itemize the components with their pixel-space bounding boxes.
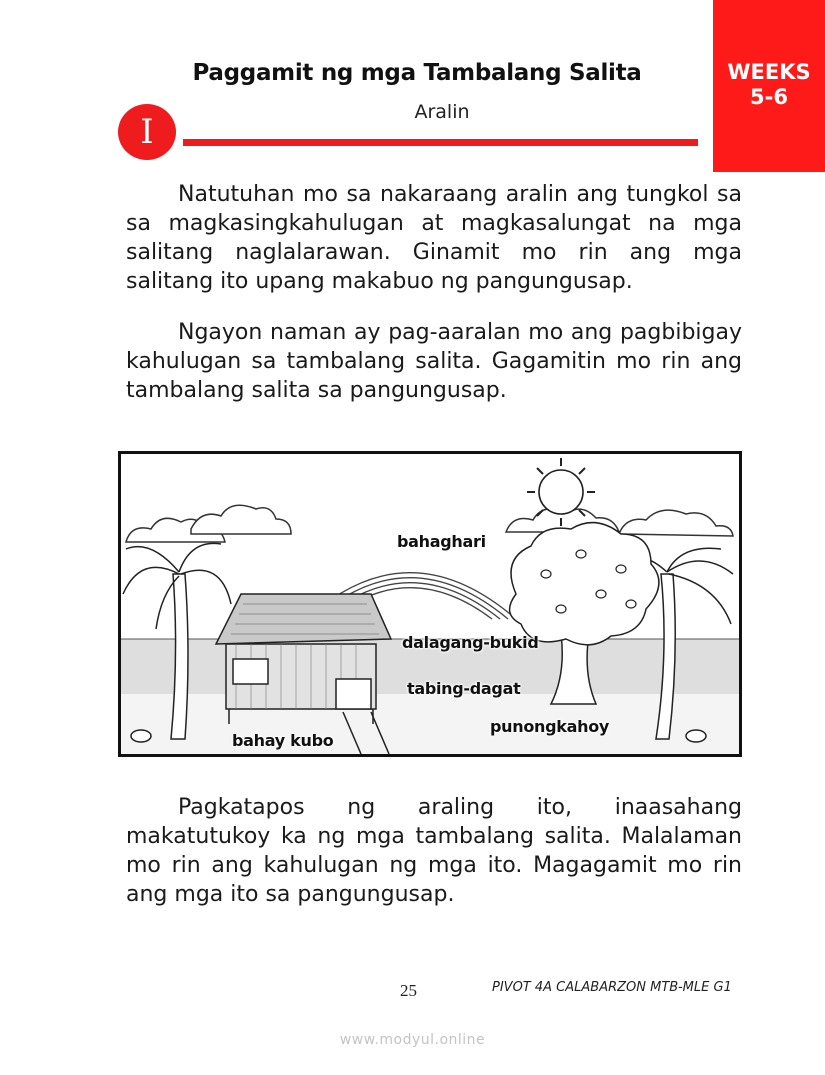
weeks-tab <box>713 0 825 172</box>
label-punongkahoy: punongkahoy <box>490 717 610 736</box>
lesson-subtitle: Aralin <box>414 101 470 123</box>
page-number: 25 <box>400 981 417 1000</box>
weeks-label: WEEKS <box>727 60 811 84</box>
lesson-paragraph: Ngayon naman ay pag-aaralan mo ang pagbibigay kahulugan sa tambalang salita. Gagamitin mo rin ang tambalang salita sa pangungusap. <box>126 320 742 403</box>
label-bahay-kubo: bahay kubo <box>232 731 334 750</box>
objectives-paragraph: Pagkatapos ng araling ito, inaasahang makatutukoy ka ng mga tambalang salita. Malalaman mo rin ang kahulugan ng mga ito. Magagamit mo rin ang mga ito sa pangungusap. <box>126 795 742 907</box>
title-underline <box>183 139 698 146</box>
label-bahaghari: bahaghari <box>397 532 486 551</box>
compound-words-illustration <box>118 451 742 757</box>
watermark: www.modyul.online <box>339 1032 486 1048</box>
label-tabing-dagat: tabing-dagat <box>407 679 521 698</box>
module-code: PIVOT 4A CALABARZON MTB-MLE G1 <box>492 980 732 995</box>
beach-scene-drawing <box>121 454 739 754</box>
weeks-number: 5-6 <box>750 85 788 109</box>
sand <box>121 694 739 754</box>
label-dalagang-bukid: dalagang-bukid <box>402 633 539 652</box>
lesson-title: Paggamit ng mga Tambalang Salita <box>192 60 642 86</box>
intro-paragraph: Natutuhan mo sa nakaraang aralin ang tungkol sa sa magkasingkahulugan at magkasalungat na mga salitang naglalarawan. Ginamit mo rin ang mga salitang ito upang makabuo ng pangungusap. <box>126 182 742 294</box>
section-badge: I <box>118 104 176 160</box>
